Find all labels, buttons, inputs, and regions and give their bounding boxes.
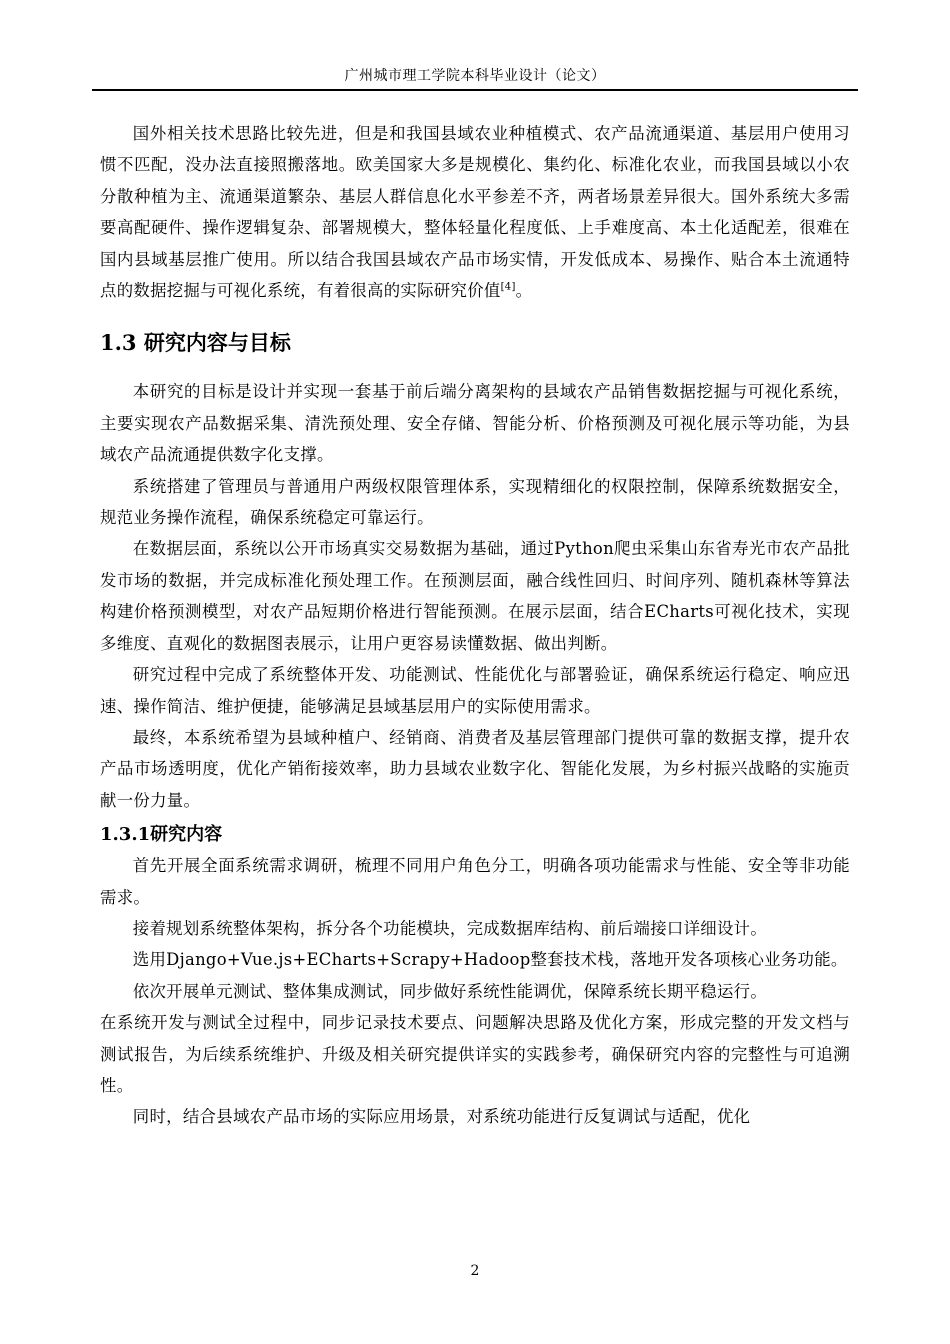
intro-paragraph <box>100 118 850 306</box>
section-1-3-paragraph: 在数据层面，系统以公开市场真实交易数据为基础，通过Python爬虫采集山东省寿光市农产品批发市场的数据，并完成标准化预处理工作。在预测层面，融合线性回归、时间序列、随机森林等算法构建价格预测模型，对农产品短期价格进行智能预测。在展示层面，结合ECharts可视化技术，实现多维度、直观化的数据图表展示，让用户更容易读懂数据、做出判断。 <box>100 539 850 653</box>
research-content-paragraph: 首先开展全面系统需求调研，梳理不同用户角色分工，明确各项功能需求与性能、安全等非功能需求。 <box>100 856 850 907</box>
section-1-3-paragraph: 系统搭建了管理员与普通用户两级权限管理体系，实现精细化的权限控制，保障系统数据安全，规范业务操作流程，确保系统稳定可靠运行。 <box>100 476 850 528</box>
citation-ref: [4] <box>500 281 516 293</box>
research-content-paragraph: 依次开展单元测试、整体集成测试，同步做好系统性能调优，保障系统长期平稳运行。 <box>132 981 768 1001</box>
research-content-paragraph: 选用Django+Vue.js+ECharts+Scrapy+Hadoop整套技术栈，落地开发各项核心业务功能。 <box>132 950 848 970</box>
section-1-3-paragraph: 本研究的目标是设计并实现一套基于前后端分离架构的县域农产品销售数据挖掘与可视化系统，主要实现农产品数据采集、清洗预处理、安全存储、智能分析、价格预测及可视化展示等功能，为县域农产品流通提供数字化支撑。 <box>100 382 850 465</box>
page-body <box>100 118 850 1133</box>
research-content-paragraph: 接着规划系统整体架构，拆分各个功能模块，完成数据库结构、前后端接口详细设计。 <box>132 918 768 938</box>
page-number: 2 <box>470 1263 480 1279</box>
intro-paragraph-tail: 。 <box>515 281 533 301</box>
subsection-heading-1-3-1: 1.3.1研究内容 <box>100 824 223 846</box>
section-heading-1-3: 1.3 研究内容与目标 <box>100 330 291 356</box>
research-content-paragraph: 在系统开发与测试全过程中，同步记录技术要点、问题解决思路及优化方案，形成完整的开发文档与测试报告，为后续系统维护、升级及相关研究提供详实的实践参考，确保研究内容的完整性与可追溯性。 <box>100 1013 850 1095</box>
intro-paragraph-text: 国外相关技术思路比较先进，但是和我国县域农业种植模式、农产品流通渠道、基层用户使用习惯不匹配，没办法直接照搬落地。欧美国家大多是规模化、集约化、标准化农业，而我国县域以小农分散种植为主、流通渠道繁杂、基层人群信息化水平参差不齐，两者场景差异很大。国外系统大多需要高配硬件、操作逻辑复杂、部署规模大，整体轻量化程度低、上手难度高、本土化适配差，很难在国内县域基层推广使用。所以结合我国县域农产品市场实情，开发低成本、易操作、贴合本土流通特点的数据挖掘与可视化系统，有着很高的实际研究价值 <box>100 124 850 301</box>
research-content-paragraph: 同时，结合县域农产品市场的实际应用场景，对系统功能进行反复调试与适配，优化 <box>132 1107 751 1127</box>
header-divider <box>92 89 858 91</box>
section-1-3-paragraph: 研究过程中完成了系统整体开发、功能测试、性能优化与部署验证，确保系统运行稳定、响应迅速、操作简洁、维护便捷，能够满足县域基层用户的实际使用需求。 <box>100 665 850 716</box>
section-1-3-paragraph: 最终，本系统希望为县域种植户、经销商、消费者及基层管理部门提供可靠的数据支撑，提升农产品市场透明度，优化产销衔接效率，助力县域农业数字化、智能化发展，为乡村振兴战略的实施贡献一份力量。 <box>100 727 850 810</box>
page-header-title: 广州城市理工学院本科毕业设计（论文） <box>344 68 606 84</box>
